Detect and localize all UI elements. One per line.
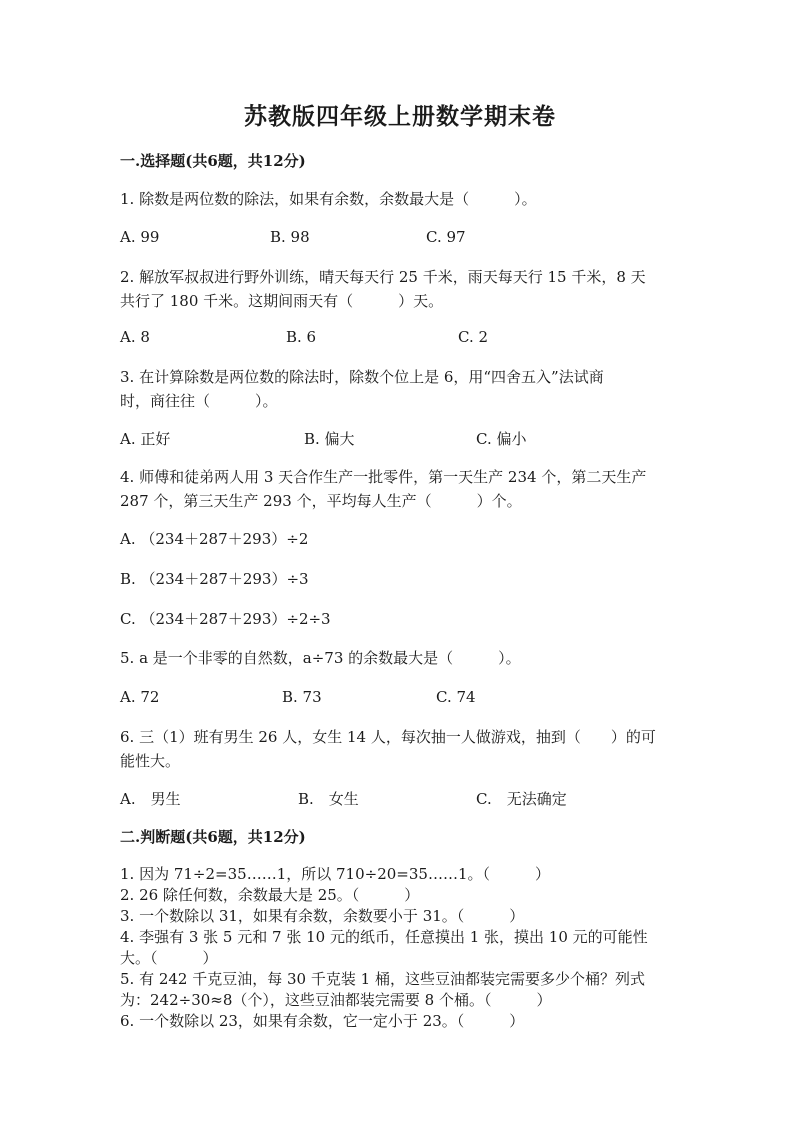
question-4 [120, 465, 680, 513]
question-4-option-a-text: A. （234＋287＋293）÷2 [120, 530, 309, 548]
judgement-list [120, 864, 680, 1032]
question-5-options [120, 688, 680, 710]
question-3-option-a[interactable]: A. 正好 [120, 430, 171, 448]
question-3-option-b[interactable]: B. 偏大 [304, 430, 355, 448]
question-5-option-b[interactable]: B. 73 [282, 688, 322, 706]
judgement-item-4-line-1: 4. 李强有 3 张 5 元和 7 张 10 元的纸币，任意摸出 1 张，摸出 10 元的可能性 [120, 928, 648, 946]
question-2-option-a[interactable]: A. 8 [120, 328, 150, 346]
judgement-item-2: 2. 26 除任何数，余数最大是 25。（ ） [120, 886, 420, 904]
question-4-option-a[interactable] [120, 528, 680, 550]
judgement-item-4-line-2: 大。（ ） [120, 949, 218, 967]
question-4-line-1: 4. 师傅和徒弟两人用 3 天合作生产一批零件，第一天生产 234 个，第二天生产 [120, 468, 647, 486]
question-1 [120, 187, 680, 211]
question-5-line-1: 5. a 是一个非零的自然数，a÷73 的余数最大是（ ）。 [120, 649, 521, 667]
question-3-options [120, 428, 680, 450]
judgement-item-5-line-1: 5. 有 242 千克豆油，每 30 千克装 1 桶，这些豆油都装完需要多少个桶？列式 [120, 970, 645, 988]
question-2-line-2: 共行了 180 千米。这期间雨天有（ ）天。 [120, 292, 444, 310]
judgement-item-3: 3. 一个数除以 31，如果有余数，余数要小于 31。（ ） [120, 907, 525, 925]
question-4-option-c-text: C. （234＋287＋293）÷2÷3 [120, 610, 331, 628]
question-1-option-c[interactable]: C. 97 [426, 228, 466, 246]
judgement-item-6: 6. 一个数除以 23，如果有余数，它一定小于 23。（ ） [120, 1012, 525, 1030]
question-6-option-b[interactable]: B. 女生 [298, 790, 359, 808]
question-1-option-a[interactable]: A. 99 [120, 228, 160, 246]
section1-heading: 一.选择题(共6题，共12分) [120, 152, 306, 170]
question-1-options [120, 228, 680, 250]
question-6-options [120, 788, 680, 810]
question-2-option-b[interactable]: B. 6 [286, 328, 317, 346]
question-3-line-1: 3. 在计算除数是两位数的除法时，除数个位上是 6，用“四舍五入”法试商 [120, 368, 604, 386]
judgement-item-5-line-2: 为：242÷30≈8（个），这些豆油都装完需要 8 个桶。（ ） [120, 991, 552, 1009]
question-6-line-1: 6. 三（1）班有男生 26 人，女生 14 人，每次抽一人做游戏，抽到（ ）的可 [120, 728, 656, 746]
question-2 [120, 265, 680, 313]
judgement-item-1: 1. 因为 71÷2=35……1，所以 710÷20=35……1。（ ） [120, 865, 550, 883]
question-3 [120, 365, 680, 413]
question-6-option-a[interactable]: A. 男生 [120, 790, 181, 808]
question-5 [120, 646, 680, 670]
question-3-line-2: 时，商往往（ ）。 [120, 392, 278, 410]
question-4-option-b-text: B. （234＋287＋293）÷3 [120, 570, 309, 588]
question-1-line-1: 1. 除数是两位数的除法，如果有余数，余数最大是（ ）。 [120, 190, 537, 208]
question-6-line-2: 能性大。 [120, 752, 181, 770]
section2-heading: 二.判断题(共6题，共12分) [120, 828, 306, 846]
question-2-option-c[interactable]: C. 2 [458, 328, 489, 346]
question-4-option-b[interactable] [120, 568, 680, 590]
question-2-line-1: 2. 解放军叔叔进行野外训练，晴天每天行 25 千米，雨天每天行 15 千米，8 天 [120, 268, 646, 286]
question-5-option-a[interactable]: A. 72 [120, 688, 160, 706]
question-6-option-c[interactable]: C. 无法确定 [476, 790, 567, 808]
question-4-line-2: 287 个，第三天生产 293 个，平均每人生产（ ）个。 [120, 492, 522, 510]
page-title: 苏教版四年级上册数学期末卷 [244, 103, 556, 130]
question-2-options [120, 328, 680, 350]
question-4-option-c[interactable] [120, 608, 680, 630]
question-5-option-c[interactable]: C. 74 [436, 688, 476, 706]
question-1-option-b[interactable]: B. 98 [270, 228, 310, 246]
question-3-option-c[interactable]: C. 偏小 [476, 430, 527, 448]
question-6 [120, 725, 680, 773]
